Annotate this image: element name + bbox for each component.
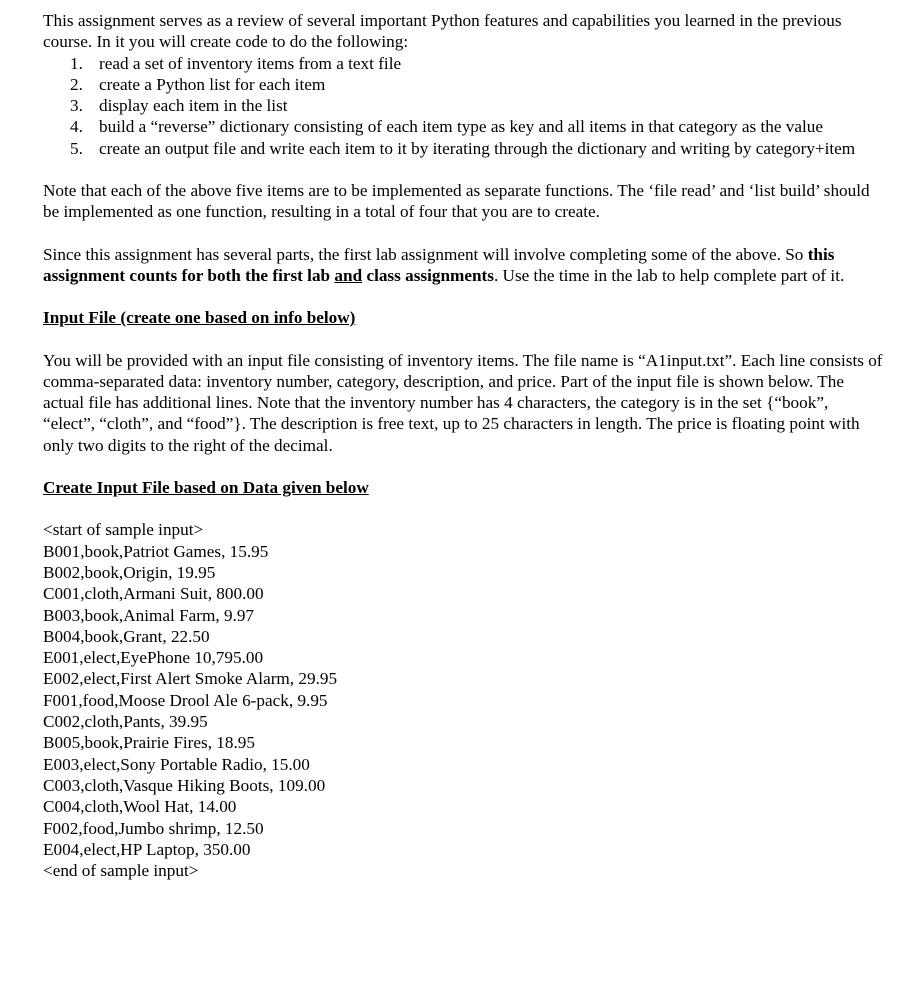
sample-input-block (43, 519, 883, 881)
task-item (43, 53, 883, 74)
sample-line: E004,elect,HP Laptop, 350.00 (43, 839, 251, 859)
task-number: 1. (70, 53, 83, 73)
lab-emphasis-2: class assignments (362, 265, 494, 285)
sample-line: B001,book,Patriot Games, 15.95 (43, 541, 269, 561)
sample-line: C004,cloth,Wool Hat, 14.00 (43, 797, 237, 817)
task-item (43, 95, 883, 116)
input-description-paragraph: You will be provided with an input file consisting of inventory items. The file name is “A1input.txt”. Each line consists of comma-separated data: inventory number, category, description, and price. Part of the input file is shown below. The actual file has additional lines. Note that the inventory number has 4 characters, the category is in the set {“book”, “elect”, “cloth”, and “food”}. The description is free text, up to 25 characters in length. The price is floating point with only two digits to the right of the decimal. (43, 350, 883, 455)
lab-paragraph (43, 244, 883, 287)
task-item (43, 74, 883, 95)
lab-emphasis-1: this assignment counts for both the first lab (43, 244, 835, 285)
task-text: display each item in the list (99, 96, 288, 116)
sample-line: F002,food,Jumbo shrimp, 12.50 (43, 818, 264, 838)
sample-line: E003,elect,Sony Portable Radio, 15.00 (43, 754, 310, 774)
task-text: create an output file and write each item to it by iterating through the dictionary and writing by category+item (99, 138, 856, 158)
task-number: 5. (70, 138, 83, 158)
task-number: 2. (70, 74, 83, 94)
sample-line: F001,food,Moose Drool Ale 6-pack, 9.95 (43, 690, 328, 710)
create-input-heading: Create Input File based on Data given below (43, 478, 369, 498)
task-number: 3. (70, 96, 83, 116)
task-text: build a “reverse” dictionary consisting of each item type as key and all items in that category as the value (99, 117, 824, 137)
lab-emphasis-and: and (334, 265, 363, 285)
task-list (43, 53, 883, 159)
sample-line: B002,book,Origin, 19.95 (43, 562, 216, 582)
sample-line: <end of sample input> (43, 861, 199, 881)
sample-line: C001,cloth,Armani Suit, 800.00 (43, 584, 264, 604)
sample-line: E002,elect,First Alert Smoke Alarm, 29.95 (43, 669, 338, 689)
sample-line: C002,cloth,Pants, 39.95 (43, 712, 208, 732)
input-file-heading: Input File (create one based on info below) (43, 308, 356, 328)
lab-text-start: Since this assignment has several parts, the first lab assignment will involve completing some of the above. So (43, 244, 808, 264)
sample-line: B004,book,Grant, 22.50 (43, 626, 210, 646)
document-page (43, 10, 883, 881)
sample-line: B003,book,Animal Farm, 9.97 (43, 605, 255, 625)
lab-text-end: . Use the time in the lab to help complete part of it. (493, 265, 845, 285)
sample-line: B005,book,Prairie Fires, 18.95 (43, 733, 255, 753)
task-item (43, 138, 883, 159)
intro-paragraph: This assignment serves as a review of several important Python features and capabilities you learned in the previous course. In it you will create code to do the following: (43, 11, 842, 52)
sample-line: E001,elect,EyePhone 10,795.00 (43, 648, 264, 668)
sample-line: C003,cloth,Vasque Hiking Boots, 109.00 (43, 775, 326, 795)
task-item (43, 116, 883, 137)
task-text: create a Python list for each item (99, 74, 326, 94)
task-text: read a set of inventory items from a text file (99, 53, 402, 73)
note-paragraph: Note that each of the above five items are to be implemented as separate functions. The ‘file read’ and ‘list build’ should be implemented as one function, resulting in a total of four that you are to create. (43, 181, 870, 222)
sample-line: <start of sample input> (43, 520, 204, 540)
task-number: 4. (70, 117, 83, 137)
